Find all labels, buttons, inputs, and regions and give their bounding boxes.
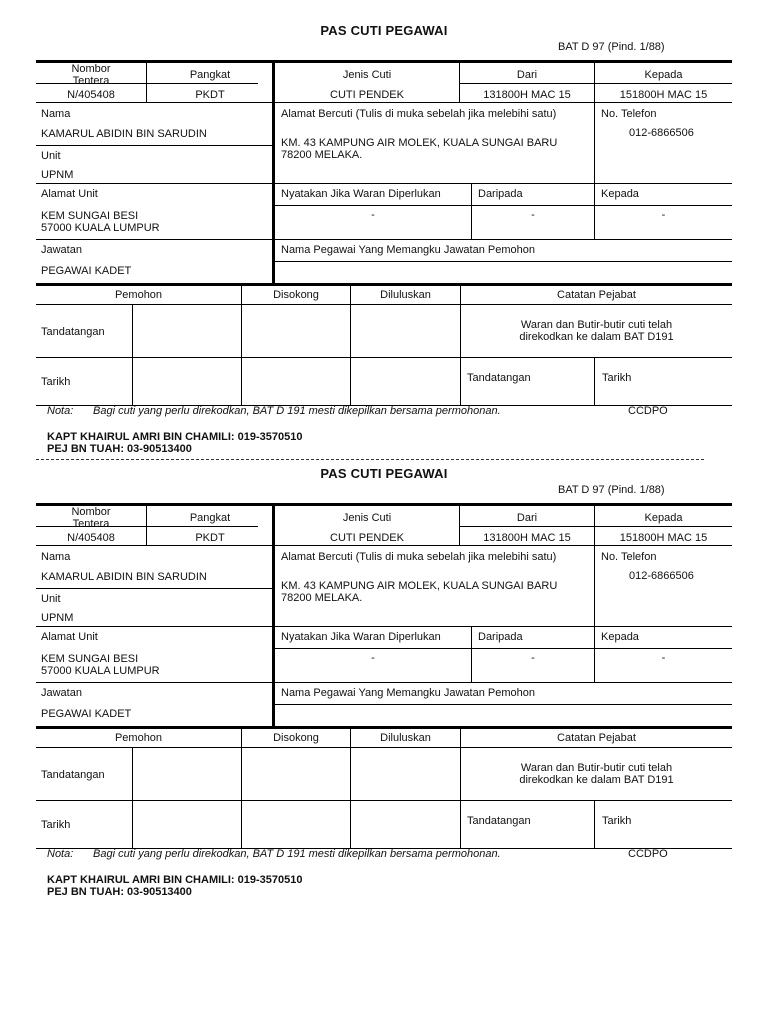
value-unit: UPNM (41, 169, 74, 181)
value-no-telefon: 012-6866506 (629, 570, 694, 582)
label-tarikh-pejabat: Tarikh (602, 372, 632, 384)
label-waran: Nyatakan Jika Waran Diperlukan (281, 631, 441, 643)
contact-office: PEJ BN TUAH: 03-90513400 (47, 443, 192, 455)
rule (36, 626, 732, 627)
rule (350, 729, 351, 848)
label-no-telefon: No. Telefon (601, 108, 657, 120)
value-dari: 131800H MAC 15 (483, 89, 571, 101)
value-nama: KAMARUL ABIDIN BIN SARUDIN (41, 128, 207, 140)
note-text: Bagi cuti yang perlu direkodkan, BAT D 191 mesti dikepilkan bersama permohonan. (93, 405, 501, 417)
value-jenis-cuti: CUTI PENDEK (330, 532, 404, 544)
value-jenis-cuti: CUTI PENDEK (330, 89, 404, 101)
label-tandatangan-pejabat: Tandatangan (467, 372, 531, 384)
label-nama: Nama (41, 108, 71, 120)
label-tarikh: Tarikh (41, 376, 71, 388)
form-reference: BAT D 97 (Pind. 1/88) (558, 484, 665, 496)
note-label: Nota: (47, 405, 74, 417)
label-dari: Dari (516, 69, 538, 81)
label-tandatangan-pejabat: Tandatangan (467, 815, 531, 827)
label-nombor-tentera-2: Tentera (72, 75, 110, 87)
label-jawatan: Jawatan (41, 244, 82, 256)
rule (274, 205, 732, 206)
label-catatan-pejabat: Catatan Pejabat (557, 289, 636, 301)
label-diluluskan: Diluluskan (380, 289, 431, 301)
label-nombor-tentera: Nombor (71, 506, 111, 518)
note-label: Nota: (47, 848, 74, 860)
value-kepada-waran: - (661, 652, 666, 664)
label-disokong: Disokong (273, 289, 319, 301)
value-waran: - (371, 652, 375, 664)
value-alamat-line-1: KM. 43 KAMPUNG AIR MOLEK, KUALA SUNGAI BARU (281, 580, 558, 592)
label-nombor-tentera: Nombor (71, 63, 111, 75)
label-no-telefon: No. Telefon (601, 551, 657, 563)
label-alamat-unit: Alamat Unit (41, 188, 98, 200)
label-alamat-bercuti: Alamat Bercuti (Tulis di muka sebelah jika melebihi satu) (281, 108, 557, 120)
rule (274, 704, 732, 705)
label-kepada: Kepada (644, 512, 683, 524)
contact-officer: KAPT KHAIRUL AMRI BIN CHAMILI: 019-3570510 (47, 431, 303, 443)
note-office: CCDPO (628, 405, 668, 417)
rule (460, 286, 461, 405)
value-nombor-tentera: N/405408 (67, 89, 115, 101)
label-daripada: Daripada (478, 188, 523, 200)
value-alamat-line-1: KM. 43 KAMPUNG AIR MOLEK, KUALA SUNGAI BARU (281, 137, 558, 149)
rule (36, 588, 274, 589)
value-jawatan: PEGAWAI KADET (41, 708, 132, 720)
label-disokong: Disokong (273, 732, 319, 744)
rule (36, 726, 732, 729)
label-pangkat: Pangkat (189, 69, 231, 81)
rule (36, 145, 274, 146)
label-unit: Unit (41, 150, 61, 162)
rule (36, 682, 732, 683)
value-nombor-tentera: N/405408 (67, 532, 115, 544)
value-alamat-unit-line-2: 57000 KUALA LUMPUR (41, 222, 160, 234)
label-pemangku: Nama Pegawai Yang Memangku Jawatan Pemohon (281, 687, 535, 699)
rule (132, 747, 133, 848)
value-daripada: - (531, 652, 535, 664)
rule (460, 729, 461, 848)
form-title: PAS CUTI PEGAWAI (320, 23, 448, 38)
rule (132, 304, 133, 405)
value-nama: KAMARUL ABIDIN BIN SARUDIN (41, 571, 207, 583)
label-pemangku: Nama Pegawai Yang Memangku Jawatan Pemohon (281, 244, 535, 256)
rule (274, 648, 732, 649)
label-jawatan: Jawatan (41, 687, 82, 699)
rule (594, 801, 595, 848)
label-jenis-cuti: Jenis Cuti (342, 512, 392, 524)
value-alamat-line-2: 78200 MELAKA. (281, 149, 363, 161)
rule (36, 545, 732, 546)
value-kepada-waran: - (661, 209, 666, 221)
leave-pass-form (0, 443, 768, 898)
leave-pass-form (0, 0, 768, 455)
label-pemohon: Pemohon (114, 732, 163, 744)
label-alamat-unit: Alamat Unit (41, 631, 98, 643)
label-kepada-waran: Kepada (601, 188, 639, 200)
label-daripada: Daripada (478, 631, 523, 643)
value-dari: 131800H MAC 15 (483, 532, 571, 544)
label-diluluskan: Diluluskan (380, 732, 431, 744)
rule (36, 747, 732, 748)
rule (36, 304, 732, 305)
value-alamat-line-2: 78200 MELAKA. (281, 592, 363, 604)
value-pangkat: PKDT (195, 532, 225, 544)
value-catatan-line-1: Waran dan Butir-butir cuti telah (520, 319, 673, 331)
label-nombor-tentera-2: Tentera (72, 518, 110, 530)
rule (241, 729, 242, 848)
label-waran: Nyatakan Jika Waran Diperlukan (281, 188, 441, 200)
value-no-telefon: 012-6866506 (629, 127, 694, 139)
note-office: CCDPO (628, 848, 668, 860)
value-alamat-unit-line-1: KEM SUNGAI BESI (41, 210, 139, 222)
label-tarikh: Tarikh (41, 819, 71, 831)
value-unit: UPNM (41, 612, 74, 624)
value-catatan-line-1: Waran dan Butir-butir cuti telah (520, 762, 673, 774)
label-unit: Unit (41, 593, 61, 605)
rule (36, 357, 732, 358)
value-catatan-line-2: direkodkan ke dalam BAT D191 (519, 331, 674, 343)
form-reference: BAT D 97 (Pind. 1/88) (558, 41, 665, 53)
rule (241, 286, 242, 405)
rule (274, 261, 732, 262)
rule (36, 800, 732, 801)
label-tandatangan: Tandatangan (41, 326, 105, 338)
value-alamat-unit-line-2: 57000 KUALA LUMPUR (41, 665, 160, 677)
rule (36, 239, 732, 240)
rule (36, 102, 732, 103)
label-nama: Nama (41, 551, 71, 563)
contact-officer: KAPT KHAIRUL AMRI BIN CHAMILI: 019-3570510 (47, 874, 303, 886)
rule (459, 83, 732, 84)
label-tarikh-pejabat: Tarikh (602, 815, 632, 827)
value-kepada: 151800H MAC 15 (619, 532, 708, 544)
form-title: PAS CUTI PEGAWAI (320, 466, 448, 481)
label-pemohon: Pemohon (114, 289, 163, 301)
rule (459, 526, 732, 527)
label-dari: Dari (516, 512, 538, 524)
label-alamat-bercuti: Alamat Bercuti (Tulis di muka sebelah jika melebihi satu) (281, 551, 557, 563)
value-alamat-unit-line-1: KEM SUNGAI BESI (41, 653, 139, 665)
value-daripada: - (531, 209, 535, 221)
value-catatan-line-2: direkodkan ke dalam BAT D191 (519, 774, 674, 786)
rule (350, 286, 351, 405)
value-jawatan: PEGAWAI KADET (41, 265, 132, 277)
label-kepada: Kepada (644, 69, 683, 81)
label-tandatangan: Tandatangan (41, 769, 105, 781)
label-jenis-cuti: Jenis Cuti (342, 69, 392, 81)
value-waran: - (371, 209, 375, 221)
note-text: Bagi cuti yang perlu direkodkan, BAT D 191 mesti dikepilkan bersama permohonan. (93, 848, 501, 860)
rule (594, 358, 595, 405)
value-pangkat: PKDT (195, 89, 225, 101)
rule (36, 183, 732, 184)
label-kepada-waran: Kepada (601, 631, 639, 643)
label-catatan-pejabat: Catatan Pejabat (557, 732, 636, 744)
contact-office: PEJ BN TUAH: 03-90513400 (47, 886, 192, 898)
value-kepada: 151800H MAC 15 (619, 89, 708, 101)
rule (36, 283, 732, 286)
label-pangkat: Pangkat (189, 512, 231, 524)
